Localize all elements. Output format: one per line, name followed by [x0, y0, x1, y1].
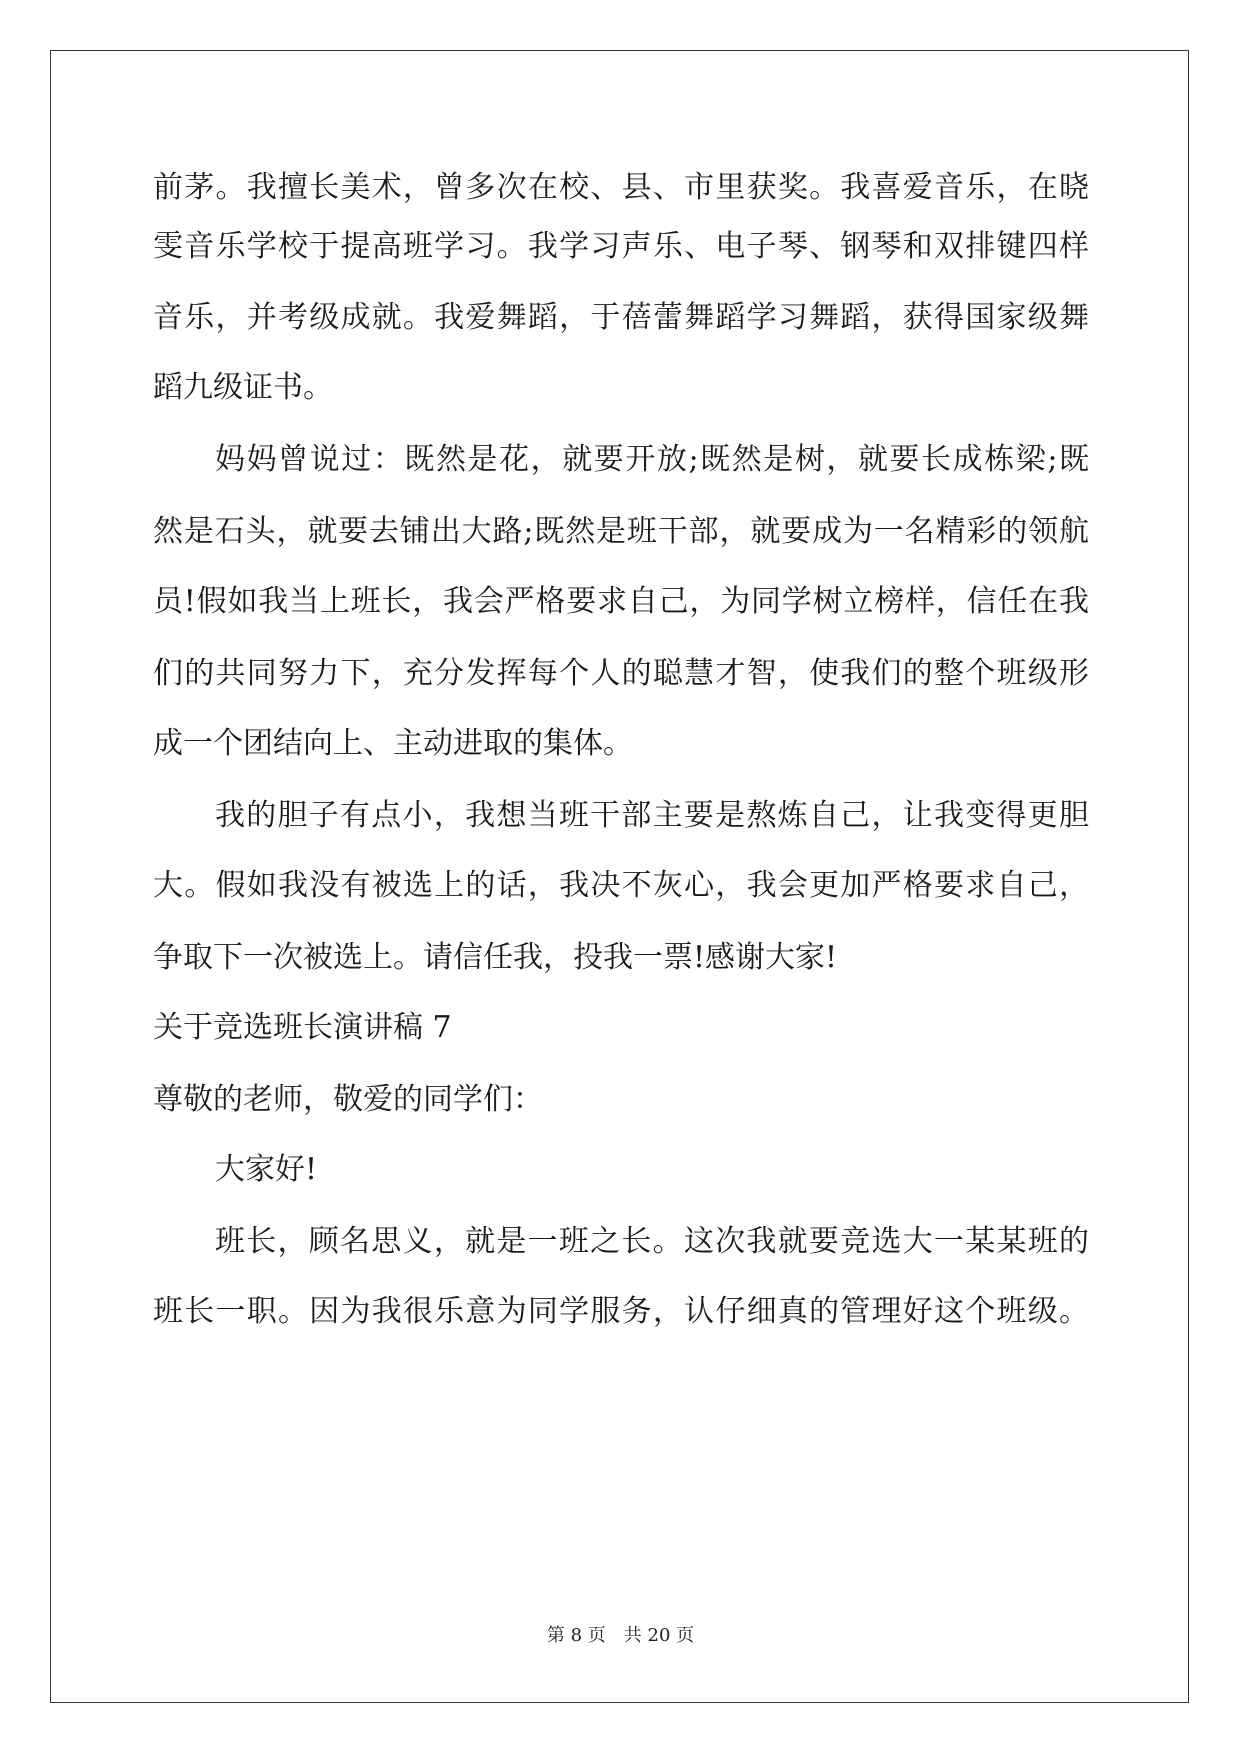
text-line: 成一个团结向上、主动进取的集体。	[153, 726, 633, 761]
text-line: 前茅。我擅长美术，曾多次在校、县、市里获奖。我喜爱音乐，在晓	[153, 170, 1089, 205]
greeting: 大家好!	[215, 1152, 318, 1187]
text-line: 争取下一次被选上。请信任我，投我一票!感谢大家!	[153, 940, 838, 975]
text-line: 蹈九级证书。	[153, 370, 333, 405]
text-line: 班长，顾名思义，就是一班之长。这次我就要竞选大一某某班的	[215, 1224, 1089, 1259]
salutation: 尊敬的老师，敬爱的同学们：	[153, 1082, 543, 1117]
text-line: 音乐，并考级成就。我爱舞蹈，于蓓蕾舞蹈学习舞蹈，获得国家级舞	[153, 300, 1089, 335]
page-number: 第 8 页 共 20 页	[546, 1625, 695, 1646]
text-line: 雯音乐学校于提高班学习。我学习声乐、电子琴、钢琴和双排键四样	[153, 229, 1089, 264]
text-line: 我的胆子有点小，我想当班干部主要是熬炼自己，让我变得更胆	[215, 798, 1089, 833]
section-heading: 关于竞选班长演讲稿 7	[153, 1010, 452, 1045]
text-line: 妈妈曾说过：既然是花，就要开放;既然是树，就要长成栋梁;既	[215, 442, 1089, 477]
text-line: 班长一职。因为我很乐意为同学服务，认仔细真的管理好这个班级。	[153, 1294, 1089, 1329]
text-line: 员!假如我当上班长，我会严格要求自己，为同学树立榜样，信任在我	[153, 584, 1089, 619]
text-line: 大。假如我没有被选上的话，我决不灰心，我会更加严格要求自己，	[153, 868, 1089, 903]
text-line: 然是石头，就要去铺出大路;既然是班干部，就要成为一名精彩的领航	[153, 514, 1089, 549]
text-line: 们的共同努力下，充分发挥每个人的聪慧才智，使我们的整个班级形	[153, 656, 1089, 691]
